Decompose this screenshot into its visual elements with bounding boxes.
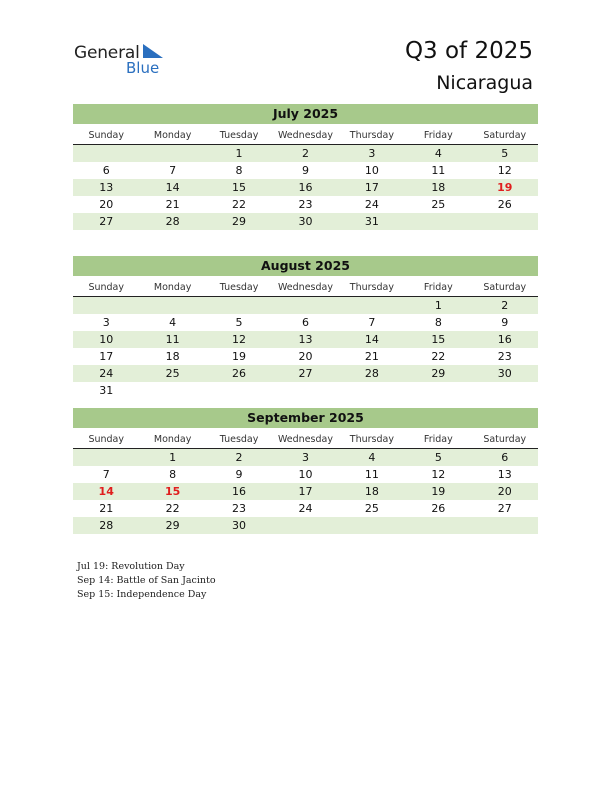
day-cell: 12 [431, 468, 446, 481]
day-cell: 25 [431, 198, 446, 211]
day-cell: 16 [497, 333, 512, 346]
weekday-label: Friday [423, 434, 453, 445]
week-row [73, 314, 538, 331]
day-cell: 13 [99, 181, 114, 194]
day-cell: 1 [434, 299, 442, 312]
weekday-label: Sunday [88, 282, 124, 293]
day-cell: 12 [497, 164, 512, 177]
page-title: Q3 of 2025 [404, 38, 533, 64]
day-cell: 15 [431, 333, 446, 346]
empty-day-cell [405, 382, 471, 399]
day-cell: 23 [298, 198, 313, 211]
week-row [73, 466, 538, 483]
day-cell: 25 [364, 502, 379, 515]
month-title: August 2025 [73, 256, 538, 276]
day-cell: 26 [431, 502, 446, 515]
day-cell: 26 [232, 367, 247, 380]
weekday-label: Friday [423, 130, 453, 141]
day-cell: 25 [165, 367, 180, 380]
day-cell: 21 [364, 350, 379, 363]
day-cell: 24 [364, 198, 379, 211]
weekday-label: Thursday [349, 434, 394, 445]
day-cell: 8 [434, 316, 442, 329]
day-cell: 28 [165, 215, 180, 228]
day-cell: 27 [497, 502, 512, 515]
weekday-header-row [73, 431, 538, 449]
day-cell: 2 [301, 147, 309, 160]
month-title: September 2025 [73, 408, 538, 428]
generalblue-logo [74, 43, 174, 77]
day-cell: 14 [98, 485, 114, 498]
week-row [73, 517, 538, 534]
day-cell: 17 [298, 485, 313, 498]
month-calendar [73, 256, 538, 399]
week-row [73, 331, 538, 348]
weekday-label: Friday [423, 282, 453, 293]
day-cell: 30 [298, 215, 313, 228]
day-cell: 4 [434, 147, 442, 160]
week-row [73, 382, 538, 399]
empty-day-cell [405, 517, 471, 534]
day-cell: 28 [364, 367, 379, 380]
week-row [73, 162, 538, 179]
empty-day-cell [472, 382, 538, 399]
week-row [73, 196, 538, 213]
weekday-label: Tuesday [219, 282, 259, 293]
day-cell: 27 [298, 367, 313, 380]
day-cell: 12 [232, 333, 247, 346]
day-cell: 13 [298, 333, 313, 346]
weekday-label: Tuesday [219, 130, 259, 141]
day-cell: 10 [364, 164, 379, 177]
day-cell: 15 [232, 181, 247, 194]
day-cell: 6 [501, 451, 509, 464]
day-cell: 22 [165, 502, 180, 515]
weekday-header-row [73, 127, 538, 145]
weekday-header-row [73, 279, 538, 297]
week-row [73, 297, 538, 314]
holiday-notes [77, 560, 216, 602]
month-calendar [73, 104, 538, 230]
weekday-label: Sunday [88, 434, 124, 445]
empty-day-cell [73, 145, 139, 162]
day-cell: 21 [99, 502, 114, 515]
day-cell: 10 [298, 468, 313, 481]
weekday-label: Monday [153, 130, 192, 141]
holiday-note: Jul 19: Revolution Day [77, 561, 185, 572]
day-cell: 17 [99, 350, 114, 363]
weekday-label: Wednesday [277, 434, 333, 445]
day-cell: 11 [165, 333, 180, 346]
week-row [73, 449, 538, 466]
day-cell: 8 [169, 468, 177, 481]
day-cell: 13 [497, 468, 512, 481]
empty-day-cell [206, 382, 272, 399]
empty-day-cell [472, 213, 538, 230]
logo-text-general: General [74, 43, 140, 63]
week-row [73, 500, 538, 517]
week-row [73, 145, 538, 162]
day-cell: 15 [164, 485, 181, 498]
day-cell: 14 [364, 333, 379, 346]
day-cell: 10 [99, 333, 114, 346]
empty-day-cell [73, 297, 139, 314]
day-cell: 4 [169, 316, 177, 329]
weekday-label: Monday [153, 434, 192, 445]
day-cell: 26 [497, 198, 512, 211]
day-cell: 27 [99, 215, 114, 228]
weekday-label: Tuesday [219, 434, 259, 445]
empty-day-cell [405, 213, 471, 230]
day-cell: 4 [368, 451, 376, 464]
month-title: July 2025 [73, 104, 538, 124]
day-cell: 19 [232, 350, 247, 363]
day-cell: 20 [497, 485, 512, 498]
weekday-label: Wednesday [277, 130, 333, 141]
day-cell: 18 [364, 485, 379, 498]
day-cell: 7 [102, 468, 110, 481]
weekday-label: Saturday [483, 282, 527, 293]
empty-day-cell [206, 297, 272, 314]
empty-day-cell [339, 517, 405, 534]
country-name: Nicaragua [436, 72, 533, 94]
day-cell: 22 [232, 198, 247, 211]
day-cell: 2 [235, 451, 243, 464]
day-cell: 19 [497, 181, 513, 194]
week-row [73, 348, 538, 365]
day-cell: 6 [301, 316, 309, 329]
month-calendar [73, 408, 538, 534]
day-cell: 7 [169, 164, 177, 177]
logo-triangle-icon [141, 44, 163, 58]
day-cell: 11 [364, 468, 379, 481]
logo-text-blue: Blue [126, 59, 160, 77]
day-cell: 16 [232, 485, 247, 498]
day-cell: 30 [497, 367, 512, 380]
day-cell: 17 [364, 181, 379, 194]
week-row [73, 483, 538, 500]
day-cell: 3 [368, 147, 376, 160]
day-cell: 11 [431, 164, 446, 177]
day-cell: 18 [165, 350, 180, 363]
day-cell: 22 [431, 350, 446, 363]
weekday-label: Wednesday [277, 282, 333, 293]
day-cell: 23 [497, 350, 512, 363]
day-cell: 18 [431, 181, 446, 194]
empty-day-cell [339, 382, 405, 399]
holiday-note: Sep 15: Independence Day [77, 589, 207, 600]
weekday-label: Sunday [88, 130, 124, 141]
week-row [73, 365, 538, 382]
day-cell: 24 [99, 367, 114, 380]
day-cell: 9 [501, 316, 509, 329]
day-cell: 3 [301, 451, 309, 464]
day-cell: 23 [232, 502, 247, 515]
day-cell: 19 [431, 485, 446, 498]
day-cell: 14 [165, 181, 180, 194]
weekday-label: Thursday [349, 130, 394, 141]
day-cell: 30 [232, 519, 247, 532]
week-row [73, 213, 538, 230]
empty-day-cell [472, 517, 538, 534]
day-cell: 5 [501, 147, 509, 160]
empty-day-cell [139, 297, 205, 314]
day-cell: 20 [99, 198, 114, 211]
day-cell: 5 [235, 316, 243, 329]
empty-day-cell [139, 382, 205, 399]
empty-day-cell [272, 517, 338, 534]
day-cell: 6 [102, 164, 110, 177]
day-cell: 28 [99, 519, 114, 532]
weekday-label: Saturday [483, 130, 527, 141]
empty-day-cell [272, 297, 338, 314]
empty-day-cell [139, 145, 205, 162]
day-cell: 1 [169, 451, 177, 464]
day-cell: 29 [232, 215, 247, 228]
day-cell: 3 [102, 316, 110, 329]
day-cell: 2 [501, 299, 509, 312]
day-cell: 29 [165, 519, 180, 532]
empty-day-cell [339, 297, 405, 314]
weekday-label: Monday [153, 282, 192, 293]
day-cell: 21 [165, 198, 180, 211]
empty-day-cell [73, 449, 139, 466]
day-cell: 9 [235, 468, 243, 481]
week-row [73, 179, 538, 196]
day-cell: 20 [298, 350, 313, 363]
day-cell: 1 [235, 147, 243, 160]
weekday-label: Thursday [349, 282, 394, 293]
day-cell: 24 [298, 502, 313, 515]
day-cell: 16 [298, 181, 313, 194]
day-cell: 31 [364, 215, 379, 228]
day-cell: 5 [434, 451, 442, 464]
day-cell: 8 [235, 164, 243, 177]
empty-day-cell [272, 382, 338, 399]
day-cell: 31 [99, 384, 114, 397]
day-cell: 7 [368, 316, 376, 329]
day-cell: 29 [431, 367, 446, 380]
weekday-label: Saturday [483, 434, 527, 445]
holiday-note: Sep 14: Battle of San Jacinto [77, 575, 216, 586]
day-cell: 9 [301, 164, 309, 177]
